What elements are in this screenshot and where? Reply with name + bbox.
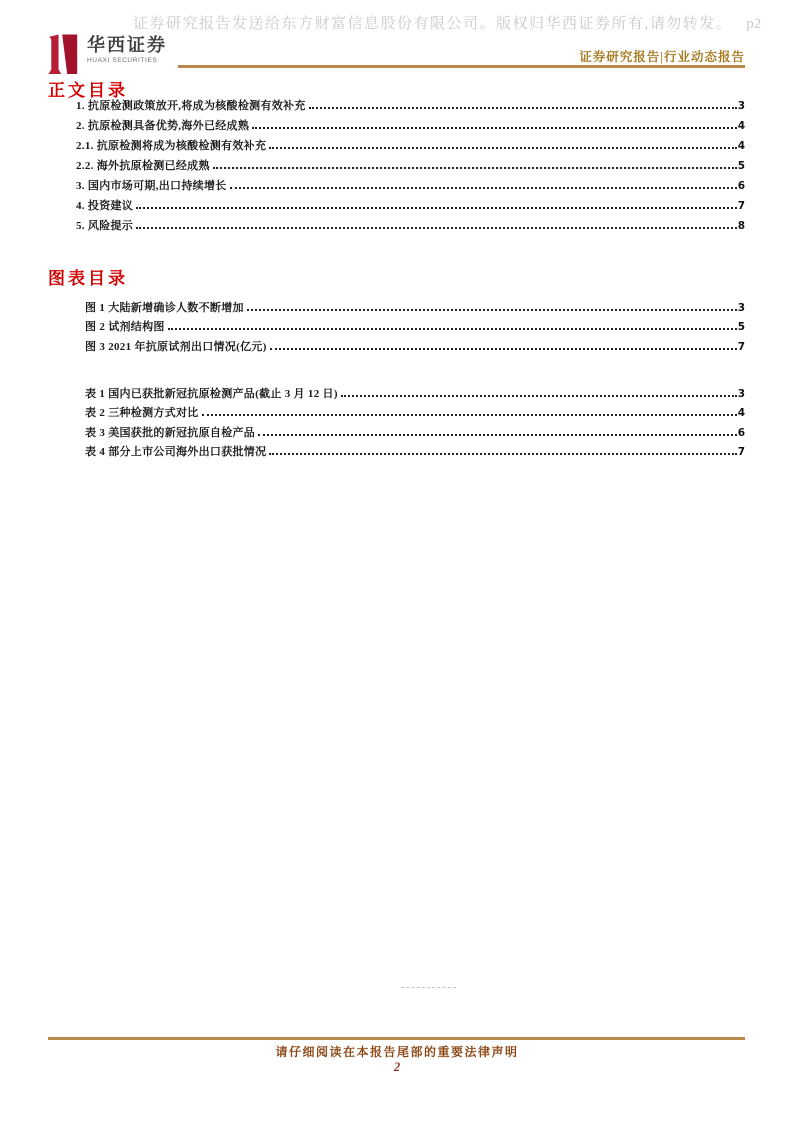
table-entry-label: 表 2 三种检测方式对比 <box>85 407 199 420</box>
dot-leader <box>136 207 737 209</box>
figure-entry-label: 图 2 试剂结构图 <box>85 321 165 334</box>
footer-divider <box>48 1037 745 1040</box>
toc-entry-label: 1. 抗原检测政策放开,将成为核酸检测有效补充 <box>76 100 306 112</box>
watermark-suffix: p2 <box>746 16 762 32</box>
dot-leader <box>269 453 736 455</box>
dot-leader <box>168 328 737 330</box>
logo-name-en: HUAXI SECURITIES <box>87 57 158 64</box>
toc-entry[interactable] <box>76 97 745 117</box>
figure-entry-label: 图 1 大陆新增确诊人数不断增加 <box>85 302 244 314</box>
table-page-number: 3 <box>737 388 745 400</box>
figure-entry[interactable] <box>85 318 745 337</box>
table-page-number: 6 <box>737 426 745 439</box>
dot-leader <box>213 167 737 169</box>
header-report-type: 证券研究报告|行业动态报告 <box>579 50 745 64</box>
huaxi-logo-icon <box>48 34 80 74</box>
toc-page-number: 8 <box>737 220 745 232</box>
watermark-text <box>133 12 761 33</box>
toc-page-number: 4 <box>737 140 745 152</box>
table-entry[interactable] <box>85 385 745 404</box>
toc-list <box>76 97 745 237</box>
table-entry[interactable] <box>85 443 745 462</box>
toc-page-number: 4 <box>737 120 745 132</box>
toc-entry[interactable] <box>76 177 745 197</box>
toc-entry[interactable] <box>76 197 745 217</box>
watermark-main: 证券研究报告发送给东方财富信息股份有限公司。版权归华西证券所有,请勿转发。 <box>133 16 733 32</box>
toc-entry-label: 5. 风险提示 <box>76 220 134 232</box>
toc-entry[interactable] <box>76 117 745 137</box>
figures-heading: 图表目录 <box>48 269 128 288</box>
table-page-number: 4 <box>737 407 745 420</box>
dot-leader <box>258 434 737 436</box>
table-list <box>85 385 745 462</box>
footer-page-number: 2 <box>393 1060 401 1074</box>
toc-page-number: 5 <box>737 160 745 172</box>
toc-entry-label: 2.1. 抗原检测将成为核酸检测有效补充 <box>76 140 267 152</box>
company-logo <box>48 34 167 74</box>
separator-dashes <box>401 987 456 988</box>
toc-page-number: 6 <box>737 180 745 192</box>
table-entry-label: 表 4 部分上市公司海外出口获批情况 <box>85 445 267 458</box>
toc-page-number: 3 <box>737 100 745 112</box>
toc-entry[interactable] <box>76 137 745 157</box>
figure-page-number: 7 <box>737 340 745 353</box>
table-entry-label: 表 3 美国获批的新冠抗原自检产品 <box>85 426 256 439</box>
dot-leader <box>252 127 737 129</box>
toc-entry-label: 2.2. 海外抗原检测已经成熟 <box>76 160 210 172</box>
toc-entry[interactable] <box>76 157 745 177</box>
dot-leader <box>341 395 737 397</box>
figure-page-number: 5 <box>737 321 745 334</box>
figure-entry-label: 图 3 2021 年抗原试剂出口情况(亿元) <box>85 340 267 353</box>
table-page-number: 7 <box>737 445 745 458</box>
dot-leader <box>202 414 737 416</box>
toc-entry-label: 2. 抗原检测具备优势,海外已经成熟 <box>76 120 250 132</box>
toc-entry-label: 4. 投资建议 <box>76 200 134 212</box>
table-entry[interactable] <box>85 424 745 443</box>
dot-leader <box>309 107 737 109</box>
dot-leader <box>270 348 737 350</box>
toc-page-number: 7 <box>737 200 745 212</box>
figure-list <box>85 299 745 357</box>
toc-entry-label: 3. 国内市场可期,出口持续增长 <box>76 180 227 192</box>
figure-entry[interactable] <box>85 299 745 318</box>
dot-leader <box>230 187 737 189</box>
table-entry-label: 表 1 国内已获批新冠抗原检测产品(截止 3 月 12 日) <box>85 388 338 400</box>
footer-legal-notice: 请仔细阅读在本报告尾部的重要法律声明 <box>275 1045 519 1059</box>
toc-entry[interactable] <box>76 217 745 237</box>
table-entry[interactable] <box>85 404 745 423</box>
dot-leader <box>136 227 737 229</box>
dot-leader <box>269 147 736 149</box>
toc-heading: 正文目录 <box>48 81 128 100</box>
figure-page-number: 3 <box>737 302 745 314</box>
header-divider <box>178 65 745 68</box>
dot-leader <box>247 309 737 311</box>
logo-name-cn: 华西证券 <box>87 35 167 55</box>
figure-entry[interactable] <box>85 338 745 357</box>
